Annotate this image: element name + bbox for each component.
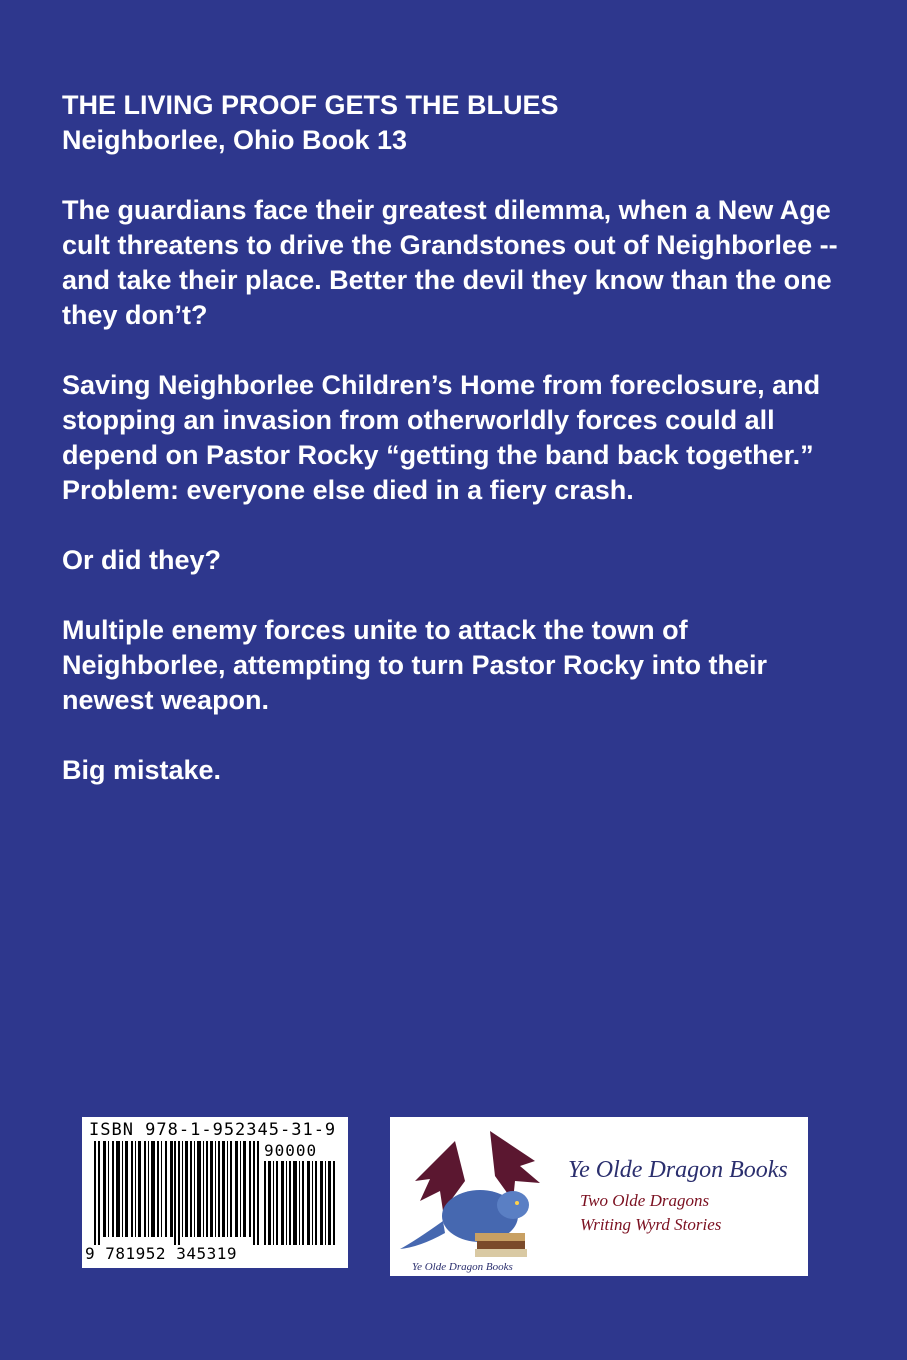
- blurb-paragraph-5: Big mistake.: [62, 755, 222, 785]
- ean-bars: [94, 1141, 260, 1245]
- blurb-paragraph-2: Saving Neighborlee Children’s Home from foreclosure, and stopping an invasion from otherworldly forces could all depend on Pastor Rocky “getting the band back together.” Problem: everyone else died in a fiery crash.: [62, 370, 821, 505]
- book-title: THE LIVING PROOF GETS THE BLUES: [62, 90, 559, 120]
- dragon-icon: [395, 1121, 565, 1267]
- series-line: Neighborlee, Ohio Book 13: [62, 125, 408, 155]
- title-block: [62, 88, 852, 158]
- isbn-barcode: [82, 1117, 348, 1268]
- price-code: 90000: [264, 1141, 318, 1160]
- publisher-tagline: [580, 1189, 721, 1237]
- back-cover-text: [62, 88, 852, 823]
- blurb-paragraph-4: Multiple enemy forces unite to attack the town of Neighborlee, attempting to turn Pastor Rocky into their newest weapon.: [62, 615, 768, 715]
- blurb-paragraph-3: Or did they?: [62, 545, 222, 575]
- publisher-logo: [390, 1117, 808, 1276]
- ean-digits: 9 781952 345319: [85, 1244, 237, 1263]
- isbn-label: ISBN 978-1-952345-31-9: [89, 1120, 337, 1140]
- addon-bars: [264, 1161, 338, 1245]
- publisher-name: Ye Olde Dragon Books: [568, 1157, 788, 1183]
- blurb-paragraph-1: The guardians face their greatest dilemma, when a New Age cult threatens to drive the Grandstones out of Neighborlee -- and take their place. Better the devil they know than the one they don’t?: [62, 195, 838, 330]
- tagline-line-2: Writing Wyrd Stories: [580, 1215, 722, 1234]
- publisher-caption: Ye Olde Dragon Books: [412, 1261, 513, 1273]
- tagline-line-1: Two Olde Dragons: [580, 1191, 710, 1210]
